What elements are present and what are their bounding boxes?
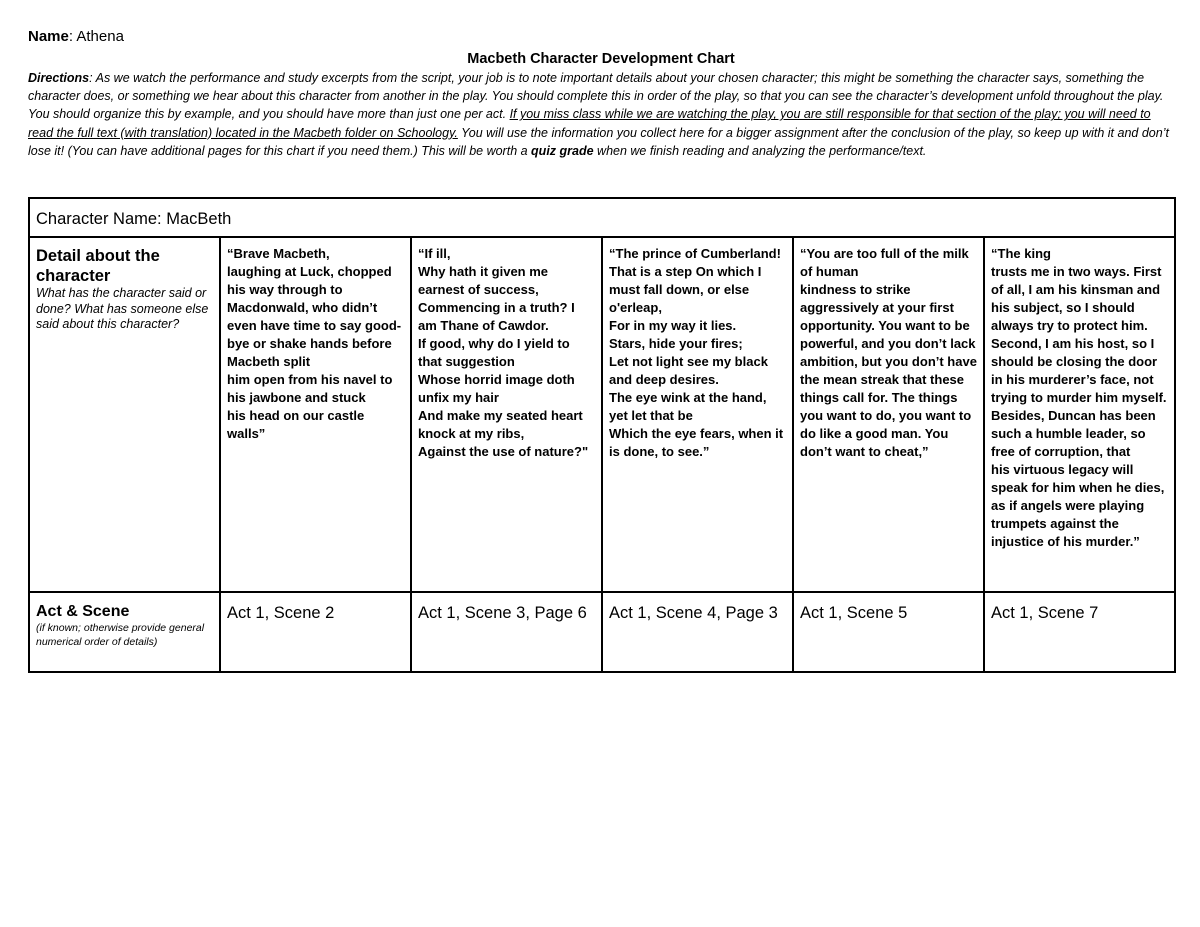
detail-quote: “The king trusts me in two ways. First of all, I am his kinsman and his subject, so I should always try to protect him. Second, I am his host, so I should be closing the door in his murderer’s face, not trying to murder him myself. Besides, Duncan has been such a humble leader, so free of corruption, that his virtuous legacy will speak for him when he dies, as if angels were playing trumpets against the injustice of his murder.” bbox=[991, 246, 1167, 549]
detail-sublabel: What has the character said or done? What has someone else said about this character? bbox=[36, 286, 209, 331]
scene-cell bbox=[793, 592, 984, 672]
scene-row bbox=[29, 592, 1175, 672]
detail-cell bbox=[411, 237, 602, 592]
scene-sublabel: (if known; otherwise provide general numerical order of details) bbox=[36, 622, 205, 648]
detail-cell bbox=[793, 237, 984, 592]
scene-label: Act & Scene bbox=[36, 603, 130, 620]
scene-cell bbox=[984, 592, 1175, 672]
detail-quote: “If ill, Why hath it given me earnest of success, Commencing in a truth? I am Thane of Cawdor. If good, why do I yield to that suggestion Whose horrid image doth unfix my hair And make my seated heart knock at my ribs, Against the use of nature?" bbox=[418, 246, 589, 459]
scene-value: Act 1, Scene 5 bbox=[800, 604, 908, 622]
detail-cell bbox=[602, 237, 793, 592]
directions-underlined: If you miss class while we are watching the play, you are still responsible for that section of the play; you will need to read the full text (with translation) located in the Macbeth folder on Schoology. bbox=[28, 107, 1151, 140]
scene-value: Act 1, Scene 3, Page 6 bbox=[418, 604, 587, 622]
directions-paragraph bbox=[28, 69, 1174, 160]
scene-label-cell bbox=[29, 592, 220, 672]
directions-text-2: You will use the information you collect here for a bigger assignment after the conclusion of the play, so keep up with it and don’t lose it! (You can have additional pages for this chart if you need them.) This will be worth a bbox=[28, 125, 1169, 158]
detail-quote: “The prince of Cumberland! That is a step On which I must fall down, or else o'erleap, For in my way it lies. Stars, hide your fires; Let not light see my black and deep desires. The eye wink at the hand, yet let that be Which the eye fears, when it is done, to see.” bbox=[609, 246, 784, 459]
detail-quote: “You are too full of the milk of human kindness to strike aggressively at your first opportunity. You want to be powerful, and you don’t lack ambition, but you don’t have the mean streak that these things call for. The things you want to do, you want to do like a good man. You don’t want to cheat,” bbox=[800, 246, 977, 459]
document-title: Macbeth Character Development Chart bbox=[467, 51, 735, 67]
directions-bold: quiz grade bbox=[531, 143, 594, 158]
scene-cell bbox=[411, 592, 602, 672]
name-value: : Athena bbox=[68, 28, 124, 45]
detail-row bbox=[29, 237, 1175, 592]
detail-label: Detail about the character bbox=[36, 247, 160, 285]
character-chart bbox=[28, 197, 1176, 673]
scene-value: Act 1, Scene 4, Page 3 bbox=[609, 604, 778, 622]
document-page bbox=[28, 28, 1174, 648]
character-name-cell bbox=[29, 198, 1175, 237]
scene-cell bbox=[220, 592, 411, 672]
scene-cell bbox=[602, 592, 793, 672]
scene-value: Act 1, Scene 7 bbox=[991, 604, 1099, 622]
student-name-line bbox=[28, 28, 1174, 46]
detail-label-cell bbox=[29, 237, 220, 592]
detail-cell bbox=[220, 237, 411, 592]
directions-text-3: when we finish reading and analyzing the performance/text. bbox=[593, 143, 927, 158]
name-label: Name bbox=[28, 28, 69, 45]
scene-value: Act 1, Scene 2 bbox=[227, 604, 335, 622]
directions-label: Directions bbox=[28, 71, 90, 85]
character-name: Character Name: MacBeth bbox=[36, 210, 232, 228]
detail-cell bbox=[984, 237, 1175, 592]
directions-text-1: : As we watch the performance and study excerpts from the script, your job is to note important details about your chosen character; this might be something the character says, something the character does, or something we hear about this character from another in the play. You should complete this in order of the play, so that you can see the character’s development unfold throughout the play. You should organize this by example, and you should have more than just one per act. bbox=[28, 71, 1164, 122]
detail-quote: “Brave Macbeth, laughing at Luck, chopped his way through to Macdonwald, who didn’t even have time to say good-bye or shake hands before Macbeth split him open from his navel to his jawbone and stuck his head on our castle walls” bbox=[227, 246, 402, 441]
